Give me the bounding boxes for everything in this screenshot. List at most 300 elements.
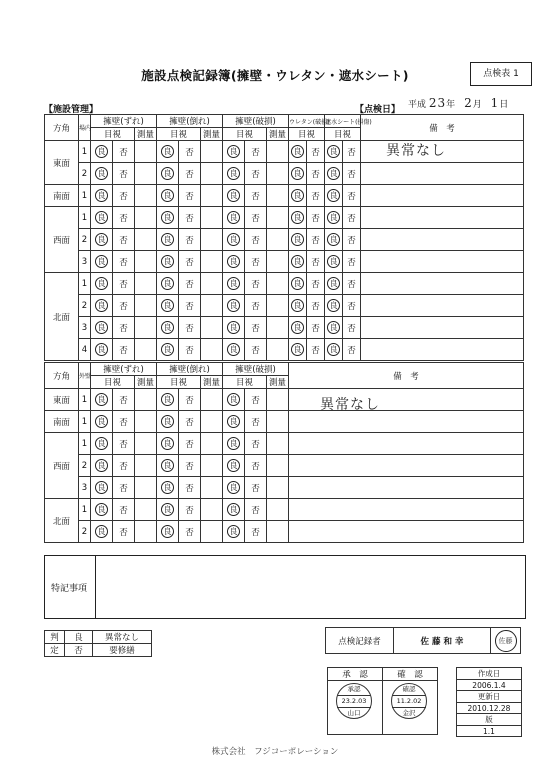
measure-cell [201, 433, 223, 455]
mark-bad: 否 [179, 141, 201, 163]
row-number: 2 [79, 295, 91, 317]
row-number: 1 [79, 389, 91, 411]
measure-cell [201, 207, 223, 229]
remarks-cell [289, 455, 524, 477]
mark-good-cell [157, 229, 179, 251]
mark-good: 良 [227, 415, 240, 428]
measure-cell [267, 251, 289, 273]
mark-good: 良 [227, 145, 240, 158]
header-taore: 擁壁(倒れ) [157, 115, 223, 128]
legend-good-desc: 異常なし [93, 631, 152, 644]
header-hason: 擁壁(破損) [223, 363, 289, 376]
header-measure: 測量 [267, 376, 289, 389]
mark-good-cell [223, 455, 245, 477]
measure-cell [135, 389, 157, 411]
mark-good: 良 [95, 393, 108, 406]
version-value: 1.1 [457, 726, 522, 737]
mark-good: 良 [161, 393, 174, 406]
mark-bad: 否 [245, 163, 267, 185]
mark-bad: 否 [307, 141, 325, 163]
measure-cell [201, 251, 223, 273]
mark-bad: 否 [245, 207, 267, 229]
measure-cell [201, 185, 223, 207]
mark-good: 良 [291, 167, 304, 180]
remarks-cell [289, 477, 524, 499]
header-visual: 目視 [325, 128, 361, 141]
measure-cell [201, 411, 223, 433]
measure-cell [201, 229, 223, 251]
measure-cell [135, 295, 157, 317]
mark-good-cell [223, 317, 245, 339]
approval-stamp-top: 承認 [347, 685, 361, 693]
table-row [45, 521, 524, 543]
mark-good-cell [223, 433, 245, 455]
mark-good-cell [223, 295, 245, 317]
mark-good-cell [91, 433, 113, 455]
mark-bad: 否 [113, 477, 135, 499]
row-number: 2 [79, 229, 91, 251]
remarks-cell [289, 521, 524, 543]
row-number: 1 [79, 499, 91, 521]
footer-company: 株式会社 フジコーポレーション [211, 747, 339, 757]
mark-good: 良 [291, 145, 304, 158]
mark-good-cell [91, 455, 113, 477]
mark-good-cell [223, 163, 245, 185]
mark-bad: 否 [343, 163, 361, 185]
measure-cell [201, 339, 223, 361]
mark-good-cell [91, 389, 113, 411]
mark-good: 良 [95, 233, 108, 246]
table-row [45, 455, 524, 477]
mark-good-cell [223, 229, 245, 251]
special-notes-box [44, 555, 526, 619]
mark-bad: 否 [245, 455, 267, 477]
measure-cell [201, 141, 223, 163]
outside-inspection-table [44, 362, 524, 543]
mark-good: 良 [95, 299, 108, 312]
legend-judge-1: 判 [45, 631, 65, 644]
mark-good: 良 [161, 459, 174, 472]
remarks-cell [361, 163, 524, 185]
mark-good-cell [325, 163, 343, 185]
mark-good: 良 [95, 415, 108, 428]
measure-cell [135, 477, 157, 499]
measure-cell [201, 163, 223, 185]
table-row [45, 477, 524, 499]
measure-cell [267, 207, 289, 229]
mark-good: 良 [95, 481, 108, 494]
mark-bad: 否 [179, 389, 201, 411]
mark-good-cell [157, 163, 179, 185]
mark-good: 良 [227, 481, 240, 494]
measure-cell [135, 229, 157, 251]
mark-good-cell [91, 477, 113, 499]
mark-bad: 否 [245, 185, 267, 207]
mark-bad: 否 [179, 295, 201, 317]
approval-stamp-date: 23.2.03 [337, 695, 371, 708]
mark-bad: 否 [179, 499, 201, 521]
measure-cell [201, 295, 223, 317]
measure-cell [267, 521, 289, 543]
mark-bad: 否 [113, 317, 135, 339]
mark-good-cell [289, 141, 307, 163]
mark-good-cell [91, 207, 113, 229]
mark-bad: 否 [179, 207, 201, 229]
mark-good: 良 [227, 299, 240, 312]
mark-bad: 否 [179, 317, 201, 339]
mark-bad: 否 [113, 229, 135, 251]
table-row [45, 251, 524, 273]
measure-cell [267, 229, 289, 251]
mark-bad: 否 [113, 499, 135, 521]
mark-good: 良 [291, 233, 304, 246]
mark-bad: 否 [245, 411, 267, 433]
legend-judge-2: 定 [45, 644, 65, 657]
mark-good-cell [91, 411, 113, 433]
mark-bad: 否 [179, 455, 201, 477]
mark-good: 良 [161, 233, 174, 246]
mark-good-cell [91, 499, 113, 521]
measure-cell [267, 273, 289, 295]
mark-good-cell [91, 141, 113, 163]
measure-cell [135, 317, 157, 339]
created-label: 作成日 [457, 668, 522, 680]
header-urethane: ウレタン(破損) [289, 115, 325, 128]
mark-bad: 否 [113, 521, 135, 543]
mark-good-cell [157, 251, 179, 273]
mark-good: 良 [95, 503, 108, 516]
mark-bad: 否 [307, 207, 325, 229]
header-remarks: 備 考 [361, 115, 524, 141]
header-visual: 目視 [157, 376, 201, 389]
measure-cell [201, 499, 223, 521]
confirm-stamp [391, 683, 427, 719]
header-zure: 擁壁(ずれ) [91, 363, 157, 376]
direction-cell: 北面 [45, 273, 79, 361]
mark-good: 良 [327, 343, 340, 356]
table-row [45, 185, 524, 207]
mark-good: 良 [95, 525, 108, 538]
mark-bad: 否 [343, 185, 361, 207]
mark-good-cell [91, 295, 113, 317]
mark-good: 良 [327, 321, 340, 334]
measure-cell [267, 339, 289, 361]
header-outside: 外壁 [79, 363, 91, 389]
mark-good-cell [157, 499, 179, 521]
measure-cell [135, 163, 157, 185]
mark-good: 良 [327, 299, 340, 312]
table-row [45, 273, 524, 295]
remarks-cell [361, 251, 524, 273]
table-row [45, 229, 524, 251]
date-era: 平成 [408, 100, 427, 110]
inspector-label: 点検記録者 [326, 628, 394, 654]
mark-bad: 否 [307, 339, 325, 361]
special-notes-label: 特記事項 [51, 584, 88, 594]
mark-good-cell [91, 273, 113, 295]
mark-good-cell [223, 339, 245, 361]
inspector-seal-cell [491, 628, 521, 654]
header-zure: 擁壁(ずれ) [91, 115, 157, 128]
mark-bad: 否 [343, 141, 361, 163]
direction-cell: 西面 [45, 433, 79, 499]
mark-bad: 否 [245, 433, 267, 455]
mark-good: 良 [161, 415, 174, 428]
mark-good: 良 [95, 459, 108, 472]
mark-good: 良 [291, 255, 304, 268]
mark-good: 良 [227, 393, 240, 406]
mark-bad: 否 [179, 521, 201, 543]
measure-cell [267, 433, 289, 455]
document-title: 施設点検記録簿(擁壁・ウレタン・遮水シート) [141, 68, 409, 83]
mark-bad: 否 [245, 477, 267, 499]
mark-good-cell [157, 141, 179, 163]
mark-good-cell [289, 185, 307, 207]
header-direction: 方角 [45, 115, 79, 141]
mark-bad: 否 [307, 229, 325, 251]
mark-good-cell [223, 185, 245, 207]
mark-good: 良 [227, 255, 240, 268]
mark-bad: 否 [343, 295, 361, 317]
mark-good: 良 [161, 255, 174, 268]
mark-good-cell [157, 455, 179, 477]
mark-bad: 否 [343, 251, 361, 273]
measure-cell [135, 521, 157, 543]
mark-good: 良 [95, 211, 108, 224]
header-measure: 測量 [201, 128, 223, 141]
mark-good: 良 [327, 167, 340, 180]
remarks-cell [361, 185, 524, 207]
header-sheet: 遮水シート(損傷) [325, 115, 361, 128]
measure-cell [267, 317, 289, 339]
mark-good: 良 [291, 343, 304, 356]
mark-good-cell [91, 317, 113, 339]
row-number: 4 [79, 339, 91, 361]
mark-bad: 否 [179, 229, 201, 251]
remarks-cell [361, 207, 524, 229]
measure-cell [201, 317, 223, 339]
measure-cell [135, 339, 157, 361]
mark-good-cell [223, 521, 245, 543]
mark-bad: 否 [113, 295, 135, 317]
header-visual: 目視 [91, 128, 135, 141]
mark-good: 良 [291, 299, 304, 312]
mark-good-cell [157, 411, 179, 433]
mark-bad: 否 [179, 339, 201, 361]
measure-cell [135, 411, 157, 433]
mark-good-cell [223, 477, 245, 499]
row-number: 1 [79, 141, 91, 163]
header-measure: 測量 [135, 376, 157, 389]
measure-cell [201, 477, 223, 499]
mark-good-cell [289, 251, 307, 273]
mark-good: 良 [227, 211, 240, 224]
mark-good: 良 [161, 503, 174, 516]
direction-cell: 東面 [45, 141, 79, 185]
legend-good: 良 [65, 631, 93, 644]
direction-cell: 東面 [45, 389, 79, 411]
remark-outside: 異常なし [320, 397, 380, 413]
updated-date: 2010.12.28 [457, 703, 522, 714]
mark-bad: 否 [245, 521, 267, 543]
remarks-cell [361, 273, 524, 295]
measure-cell [135, 251, 157, 273]
mark-good: 良 [95, 255, 108, 268]
approve-label: 承 認 [328, 668, 383, 681]
mark-bad: 否 [343, 339, 361, 361]
measure-cell [201, 389, 223, 411]
remarks-cell [361, 317, 524, 339]
mark-good: 良 [327, 211, 340, 224]
mark-bad: 否 [113, 273, 135, 295]
mark-good: 良 [291, 189, 304, 202]
mark-bad: 否 [307, 251, 325, 273]
mark-bad: 否 [179, 433, 201, 455]
header-direction: 方角 [45, 363, 79, 389]
mark-bad: 否 [179, 163, 201, 185]
mark-good-cell [223, 411, 245, 433]
date-year-unit: 年 [446, 100, 456, 110]
row-number: 3 [79, 317, 91, 339]
mark-bad: 否 [113, 433, 135, 455]
mark-bad: 否 [245, 317, 267, 339]
row-number: 3 [79, 477, 91, 499]
row-number: 2 [79, 163, 91, 185]
mark-good-cell [157, 433, 179, 455]
date-month-unit: 月 [472, 100, 482, 110]
measure-cell [267, 185, 289, 207]
mark-good: 良 [95, 321, 108, 334]
mark-good-cell [223, 389, 245, 411]
measure-cell [135, 499, 157, 521]
mark-good-cell [157, 295, 179, 317]
mark-bad: 否 [113, 141, 135, 163]
header-remarks: 備 考 [289, 363, 524, 389]
inspector-seal: 佐藤 [495, 630, 517, 652]
row-number: 1 [79, 207, 91, 229]
table-row [45, 411, 524, 433]
mark-good: 良 [327, 233, 340, 246]
mark-bad: 否 [113, 185, 135, 207]
mark-good-cell [325, 229, 343, 251]
mark-good: 良 [327, 255, 340, 268]
mark-good-cell [157, 317, 179, 339]
legend-bad: 否 [65, 644, 93, 657]
mark-good-cell [157, 207, 179, 229]
table-row [45, 389, 524, 411]
remarks-cell [361, 339, 524, 361]
mark-good: 良 [161, 299, 174, 312]
mark-good: 良 [227, 189, 240, 202]
mark-good-cell [157, 339, 179, 361]
mark-good: 良 [95, 189, 108, 202]
table-row [45, 141, 524, 163]
date-year: 23 [428, 96, 447, 110]
mark-good-cell [157, 389, 179, 411]
mark-bad: 否 [179, 251, 201, 273]
mark-good: 良 [161, 145, 174, 158]
direction-cell: 西面 [45, 207, 79, 273]
mark-good: 良 [227, 503, 240, 516]
table-row [45, 207, 524, 229]
measure-cell [267, 141, 289, 163]
measure-cell [135, 185, 157, 207]
measure-cell [201, 455, 223, 477]
header-taore: 擁壁(倒れ) [157, 363, 223, 376]
mark-bad: 否 [307, 185, 325, 207]
mark-good-cell [157, 477, 179, 499]
mark-good-cell [91, 229, 113, 251]
mark-bad: 否 [245, 273, 267, 295]
measure-cell [267, 411, 289, 433]
document-info-table [456, 667, 522, 737]
mark-good: 良 [227, 167, 240, 180]
mark-good-cell [223, 273, 245, 295]
header-visual: 目視 [223, 376, 267, 389]
mark-bad: 否 [113, 251, 135, 273]
mark-bad: 否 [113, 411, 135, 433]
mark-good-cell [289, 273, 307, 295]
section-label: 【施設管理】 [44, 105, 99, 115]
inspector-name: 佐 藤 和 幸 [394, 628, 491, 654]
measure-cell [267, 455, 289, 477]
mark-bad: 否 [343, 317, 361, 339]
confirm-stamp-name: 金沢 [402, 709, 416, 717]
mark-good: 良 [161, 437, 174, 450]
mark-bad: 否 [245, 499, 267, 521]
mark-good: 良 [327, 145, 340, 158]
mark-good: 良 [161, 481, 174, 494]
header-hason: 擁壁(破損) [223, 115, 289, 128]
mark-good-cell [325, 317, 343, 339]
mark-bad: 否 [113, 339, 135, 361]
row-number: 2 [79, 521, 91, 543]
row-number: 1 [79, 273, 91, 295]
mark-good: 良 [95, 277, 108, 290]
mark-bad: 否 [343, 207, 361, 229]
mark-good-cell [223, 251, 245, 273]
mark-bad: 否 [307, 295, 325, 317]
header-visual: 目視 [157, 128, 201, 141]
measure-cell [201, 273, 223, 295]
measure-cell [201, 521, 223, 543]
mark-good: 良 [161, 343, 174, 356]
mark-good: 良 [227, 233, 240, 246]
mark-good-cell [91, 251, 113, 273]
mark-bad: 否 [307, 273, 325, 295]
header-visual: 目視 [91, 376, 135, 389]
remarks-cell [361, 229, 524, 251]
table-row [45, 317, 524, 339]
mark-good-cell [91, 185, 113, 207]
updated-label: 更新日 [457, 691, 522, 703]
header-visual: 目視 [223, 128, 267, 141]
row-number: 3 [79, 251, 91, 273]
mark-good: 良 [95, 145, 108, 158]
measure-cell [267, 499, 289, 521]
mark-good: 良 [327, 277, 340, 290]
measure-cell [135, 273, 157, 295]
mark-good-cell [157, 521, 179, 543]
date-day: 1 [490, 96, 500, 110]
approval-stamp-name: 山口 [347, 709, 361, 717]
mark-good: 良 [291, 321, 304, 334]
table-row [45, 163, 524, 185]
mark-good: 良 [227, 459, 240, 472]
measure-cell [267, 163, 289, 185]
measure-cell [267, 389, 289, 411]
mark-good-cell [325, 141, 343, 163]
